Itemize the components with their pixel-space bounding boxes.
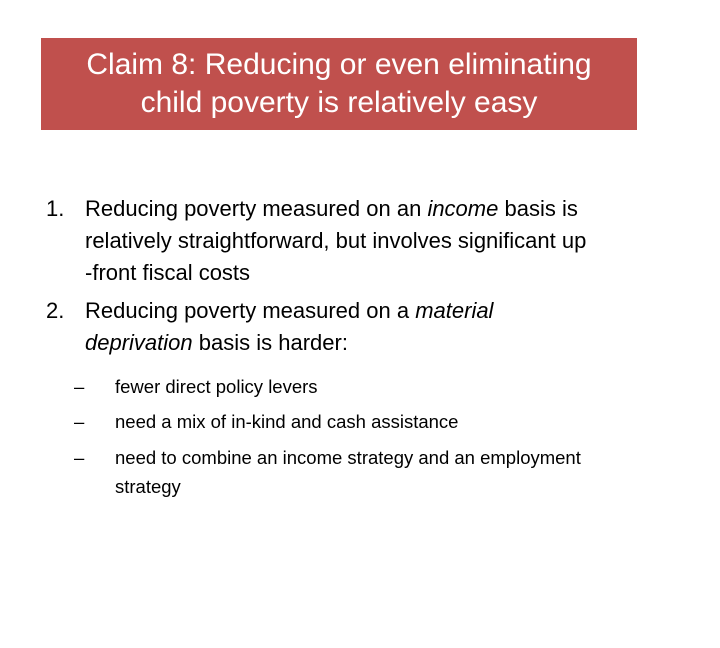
numbered-item-1 bbox=[46, 193, 696, 289]
item-1-emphasis: income bbox=[427, 196, 499, 221]
item-2-text-a: Reducing poverty measured on a bbox=[85, 298, 416, 323]
sub-bullet-item bbox=[74, 443, 696, 501]
item-1-line-3: -front fiscal costs bbox=[85, 260, 251, 285]
slide-title-banner bbox=[41, 38, 637, 130]
sub-bullet-list bbox=[74, 373, 696, 501]
item-1-line-2: relatively straightforward, but involves significant up bbox=[85, 228, 587, 253]
slide-body bbox=[46, 193, 696, 508]
dash-bullet: – bbox=[74, 447, 85, 468]
dash-bullet: – bbox=[74, 411, 85, 432]
item-1-text-b: basis is bbox=[498, 196, 578, 221]
sub-bullet-item bbox=[74, 408, 696, 436]
sub-bullet-text: need a mix of in-kind and cash assistance bbox=[115, 411, 459, 432]
sub-bullet-item bbox=[74, 373, 696, 401]
item-2-line-2 bbox=[85, 327, 696, 359]
sub-bullet-text: need to combine an income strategy and an employment bbox=[115, 447, 581, 468]
item-2-emphasis-b: deprivation bbox=[85, 330, 193, 355]
item-1-text-a: Reducing poverty measured on an bbox=[85, 196, 428, 221]
sub-bullet-text: fewer direct policy levers bbox=[115, 376, 318, 397]
slide-title-line-1: Claim 8: Reducing or even eliminating bbox=[86, 48, 592, 81]
item-number: 1. bbox=[46, 196, 65, 221]
item-2-line-1 bbox=[85, 295, 696, 327]
dash-bullet: – bbox=[74, 376, 85, 397]
item-1-line-1 bbox=[85, 193, 696, 225]
slide-title-line-2: child poverty is relatively easy bbox=[140, 86, 538, 119]
item-number: 2. bbox=[46, 298, 65, 323]
sub-bullet-text-continued: strategy bbox=[115, 476, 181, 497]
item-2-emphasis-a: material bbox=[415, 298, 494, 323]
numbered-item-2 bbox=[46, 295, 696, 359]
item-2-text-b: basis is harder: bbox=[192, 330, 348, 355]
